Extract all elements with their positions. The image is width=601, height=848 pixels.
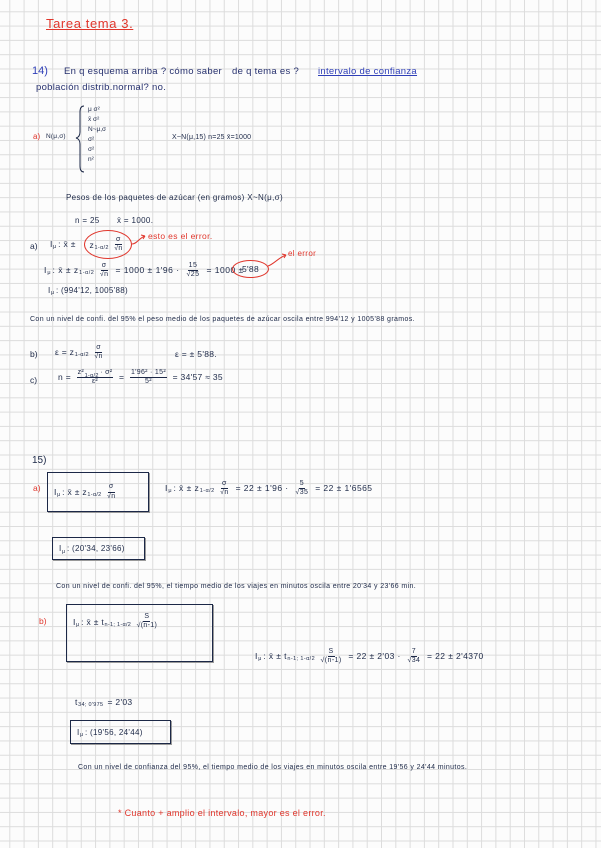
result-box [52,537,145,560]
fraction-numerator: 7 [411,648,417,657]
formula-text: : x̄ ± t [81,616,104,627]
confidence-interval-result [77,728,143,737]
formula-text: : (994'12, 1005'88) [56,286,128,295]
formula-text: t [75,697,78,707]
fraction-denominator: ε² [91,378,99,386]
scheme-item: n² [88,156,94,163]
fraction-numerator: S [328,648,335,657]
circled-error-term [84,230,132,259]
formula-fraction [77,369,114,386]
error-value: 5'88 [241,264,259,274]
part-a-label: a) [33,483,41,493]
formula-subscript: μ [80,732,84,738]
formula-subscript: 1-α/2 [199,487,215,494]
sample-size-formula [58,369,223,386]
confidence-interval-result [59,544,125,553]
question-14-text-part1: En q esquema arriba ? cómo saber [64,66,222,77]
fraction-numerator: S [143,613,150,622]
formula-subscript: 1-α/2 [87,492,102,498]
interval-formula [73,613,161,630]
formula-text: · σ² [100,369,113,376]
formula-text: I [77,727,80,737]
formula-subscript: 1-α/2 [94,244,109,251]
formula-text: = 22 ± 1'6565 [312,483,373,494]
formula-fraction [130,369,167,386]
page-title: Tarea tema 3. [46,16,134,31]
formula-text: = 1000 ± [203,265,244,276]
formula-text: I [50,239,53,249]
formula-fraction [99,262,110,279]
part-b-label: b) [30,349,38,359]
error-annotation: esto es el error. [148,231,213,241]
scheme-list [88,107,106,167]
formula-subscript: μ [76,621,80,628]
formula-text: = 1000 ± 1'96 · [112,265,183,276]
formula-text: : x̄ ± z [62,487,87,497]
formula-fraction [106,483,116,500]
scheme-item: x̄ σ² [88,116,100,123]
part-c-label: c) [30,375,38,385]
question-14-text-part2: de q tema es ? [232,66,300,77]
formula-text: I [255,651,258,662]
fraction-numerator: σ [221,480,228,489]
formula-subscript: μ [62,548,66,555]
formula-subscript: μ [47,269,52,276]
formula-text: I [48,286,51,295]
fraction-denominator: √(n-1) [136,622,158,630]
formula-text: I [165,483,168,494]
problem-statement: Pesos de los paquetes de azúcar (en gramos) X~N(μ,σ) [66,193,283,202]
fraction-denominator: √n [114,245,123,252]
scheme-item: σ² [88,136,95,143]
error-formula [55,344,107,361]
sample-size: n = 25 [75,216,100,225]
fraction-numerator: 15 [188,262,199,271]
fraction-denominator: √(n-1) [320,657,342,665]
conclusion-text: Con un nivel de confi. del 95%, el tiempo medio de los viajes en minutos oscila entre 20'34 y 23'66 min. [56,583,417,590]
scheme-head: N(μ,σ) [46,133,66,140]
formula-text: n = [58,372,74,383]
fraction-numerator: σ [95,344,102,353]
interval-formula [54,483,119,500]
fraction-denominator: √n [94,353,103,361]
scheme-label: a) [33,132,41,141]
fraction-numerator: σ [108,483,115,492]
formula-box [47,472,149,512]
interval-formula-lead [50,240,76,249]
question-15-number: 15) [32,455,47,466]
fraction-denominator: √n [220,489,229,497]
conclusion-text: Con un nivel de confi. del 95% el peso medio de los paquetes de azúcar oscila entre 994'12 y 1005'88 gramos. [30,316,415,323]
error-arrow-2 [268,254,286,266]
fraction-numerator: 1'96² · 15² [130,369,167,378]
formula-subscript: n-1; 1-α/2 [104,621,132,628]
formula-text: = 34'57 ≈ 35 [169,372,223,383]
formula-fraction [406,648,421,665]
scheme-item: σ² [88,146,95,153]
interval-calculation [165,480,372,497]
sample-mean: x̄ = 1000. [117,216,154,225]
fraction-numerator: 5 [299,480,305,489]
formula-fraction [136,613,158,630]
t-value [75,698,132,707]
closing-note: * Cuanto + amplio el intervalo, mayor es el error. [118,808,326,818]
fraction-numerator: σ [101,262,108,271]
formula-text: : x̄ ± [58,239,76,249]
part-a-label: a) [30,241,38,251]
formula-subscript: μ [57,492,61,498]
formula-fraction [113,236,123,253]
formula-text: = 22 ± 1'96 · [232,483,292,494]
fraction-denominator: √34 [407,657,421,665]
fraction-numerator: σ [115,236,122,245]
formula-text: I [73,616,76,627]
formula-text: = 22 ± 2'4370 [424,651,484,662]
formula-fraction [320,648,343,665]
formula-text: z [89,239,95,250]
conclusion-text: Con un nivel de confianza del 95%, el tiempo medio de los viajes en minutos oscila entre 19'56 y 24'44 minutos. [78,764,468,771]
interval-calculation [44,262,244,279]
error-annotation-2: el error [288,249,317,258]
formula-fraction [93,344,103,361]
formula-subscript: μ [51,290,55,297]
circled-error-value [232,260,269,278]
interval-calculation [255,648,484,665]
scheme-brace [76,106,84,172]
formula-fraction [185,262,200,279]
fraction-denominator: √25 [186,271,200,279]
formula-text: = [116,372,127,383]
result-box [70,720,171,744]
formula-text: : (20'34, 23'66) [67,544,125,553]
formula-text: = 22 ± 2'03 · [345,651,404,662]
question-14-text-line2: población distrib.normal? no. [36,82,167,93]
formula-fraction [294,480,309,497]
error-arrow-1 [132,235,145,244]
error-term-formula [89,236,126,253]
fraction-denominator: √35 [295,489,309,497]
fraction-numerator [77,369,114,378]
formula-text: I [54,487,57,497]
fraction-denominator: 5² [145,378,152,386]
formula-subscript: 1-α/2 [74,351,89,358]
formula-text: I [59,544,62,553]
formula-subscript: 1-α/2 [84,372,99,379]
formula-subscript: 34; 0'975 [78,701,104,708]
formula-text: : x̄ ± t [263,651,287,662]
formula-text: : (19'56, 24'44) [85,727,143,737]
formula-text: z² [77,369,85,376]
formula-box [66,604,213,662]
formula-text: : x̄ ± z [52,265,79,276]
formula-text: : x̄ ± z [173,483,200,494]
formula-subscript: n-1; 1-α/2 [287,655,316,662]
scheme-item: μ σ² [88,106,100,113]
error-result: ε = ± 5'88. [175,349,217,359]
formula-text: ε = z [55,347,75,358]
fraction-denominator: √n [99,271,109,279]
formula-text: = 2'03 [104,697,133,707]
part-b-label: b) [39,616,47,626]
question-14-number: 14) [32,65,48,77]
formula-subscript: 1-α/2 [79,269,95,276]
formula-subscript: μ [258,655,262,662]
fraction-denominator: √n [107,492,116,500]
formula-subscript: μ [168,487,172,494]
formula-text: I [44,265,47,276]
formula-fraction [219,480,230,497]
scheme-item: N~μ,σ [88,126,107,133]
confidence-interval-result [48,287,128,295]
formula-subscript: μ [53,243,57,250]
question-14-topic: intervalo de confianza [318,66,418,77]
given-data: X~N(μ,15) n=25 x̄=1000 [172,134,252,141]
